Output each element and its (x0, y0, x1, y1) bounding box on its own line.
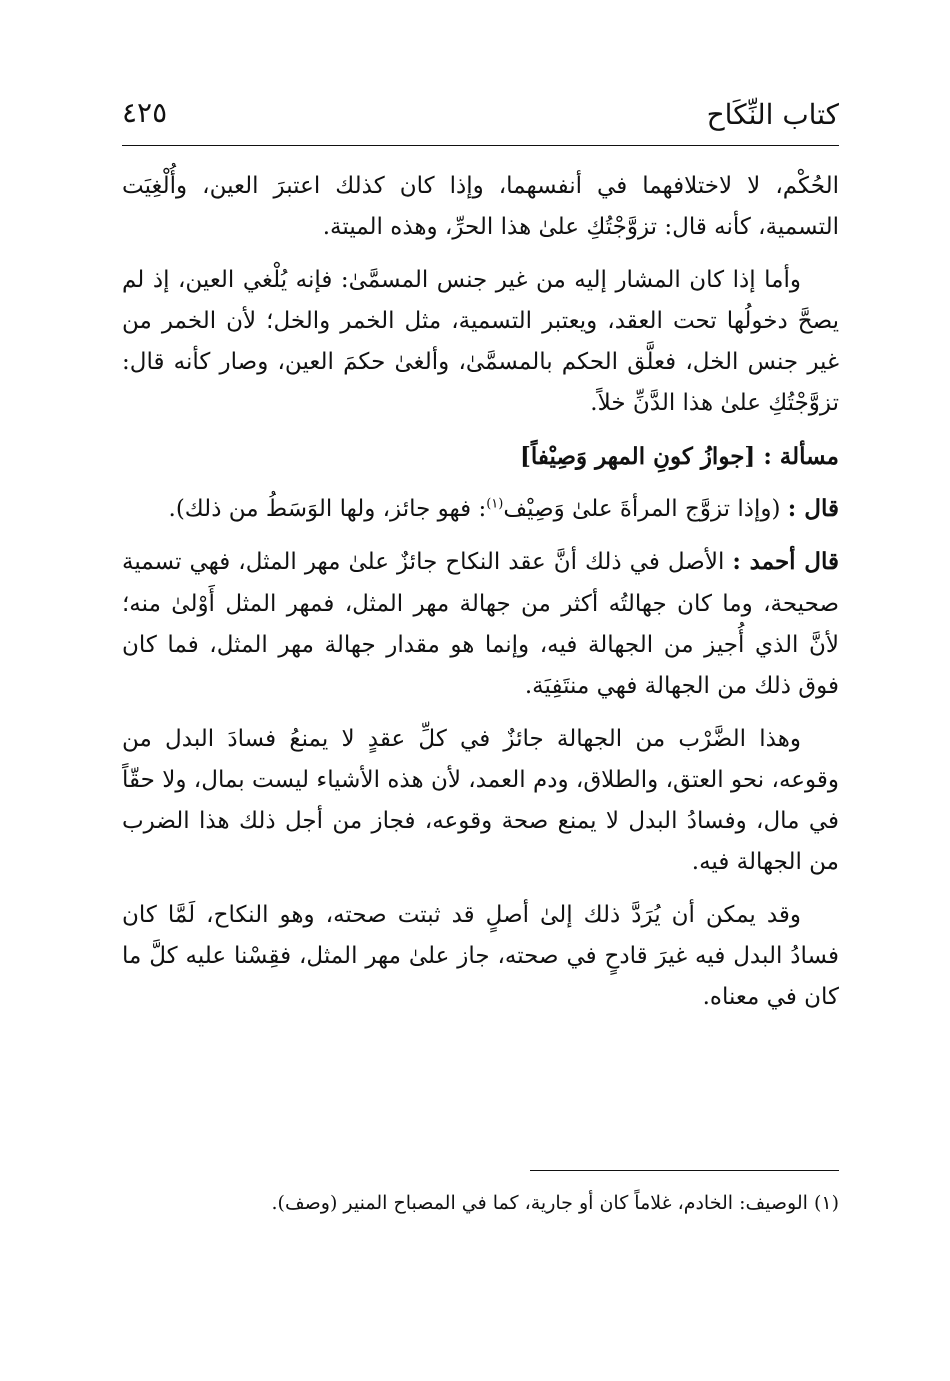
paragraph-4 (122, 541, 839, 707)
header-divider (122, 145, 839, 146)
speaker-label-ahmad: قال أحمد : (732, 548, 840, 576)
paragraph-5: وهذا الضَّرْب من الجهالة جائزٌ في كلِّ عقدٍ لا يمنعُ فسادَ البدل من وقوعه، نحو العتق، والطلاق، ودم العمد، لأن هذه الأشياء ليست بمال، ولا حقّاً في مال، وفسادُ البدل لا يمنع صحة وقوعه، فجاز من أجل ذلك هذا الضرب من الجهالة فيه. (122, 725, 839, 876)
footnote-divider (530, 1170, 839, 1171)
issue-title: [جوازُ كونِ المهر وَصِيْفاً] (519, 442, 756, 470)
paragraph-3 (122, 488, 839, 530)
issue-label: مسألة : (763, 442, 839, 470)
footnote: (١) الوصيف: الخادم، غلاماً كان أو جارية، كما في المصباح المنير (وصف). (271, 1192, 839, 1214)
paragraph-3-text-a: (وإذا تزوَّج المرأةَ علىٰ وَصِيْف (503, 496, 781, 523)
paragraph-6: وقد يمكن أن يُرَدَّ ذلك إلىٰ أصلٍ قد ثبتت صحته، وهو النكاح، لَمَّا كان فسادُ البدل فيه غيرَ قادحٍ في صحته، جاز علىٰ مهر المثل، فقِسْنا عليه كلَّ ما كان في معناه. (122, 901, 839, 1011)
book-title: كتاب النِّكَاح (706, 98, 839, 131)
issue-heading (122, 436, 839, 477)
paragraph-2: وأما إذا كان المشار إليه من غير جنس المسمَّىٰ: فإنه يُلْغي العين، إذ لم يصحَّ دخولُها تحت العقد، ويعتبر التسمية، مثل الخمر والخل؛ لأن الخمر من غير جنس الخل، فعلَّق الحكم بالمسمَّىٰ، وألغىٰ حكمَ العين، وصار كأنه قال: تزوَّجْتُكِ علىٰ هذا الدَّنِّ خلاً. (122, 266, 839, 417)
paragraph-1: الحُكْم، لا لاختلافهما في أنفسهما، وإذا كان كذلك اعتبرَ العين، وأُلْغِيَت التسمية، كأنه قال: تزوَّجْتُكِ علىٰ هذا الحرِّ، وهذه الميتة. (122, 173, 839, 241)
paragraph-4-text: الأصل في ذلك أنَّ عقد النكاح جائزٌ علىٰ مهر المثل، فهي تسمية صحيحة، وما كان جهالتُه أكثر من جهالة مهر المثل، فمهر المثل أَوْلىٰ منه؛ لأنَّ الذي أُجيز من الجهالة فيه، وإنما هو مقدار جهالة مهر المثل، فما كان فوق ذلك من الجهالة فهي منتَفِيَة. (122, 549, 839, 700)
paragraph-3-text-b: : فهو جائز، ولها الوَسَطُ من ذلك). (168, 496, 487, 523)
page-number: ٤٢٥ (122, 96, 168, 129)
page-header (122, 88, 839, 140)
speaker-label: قال : (787, 495, 839, 523)
footnote-marker[interactable]: (١) (486, 496, 504, 512)
main-text (122, 166, 839, 1030)
